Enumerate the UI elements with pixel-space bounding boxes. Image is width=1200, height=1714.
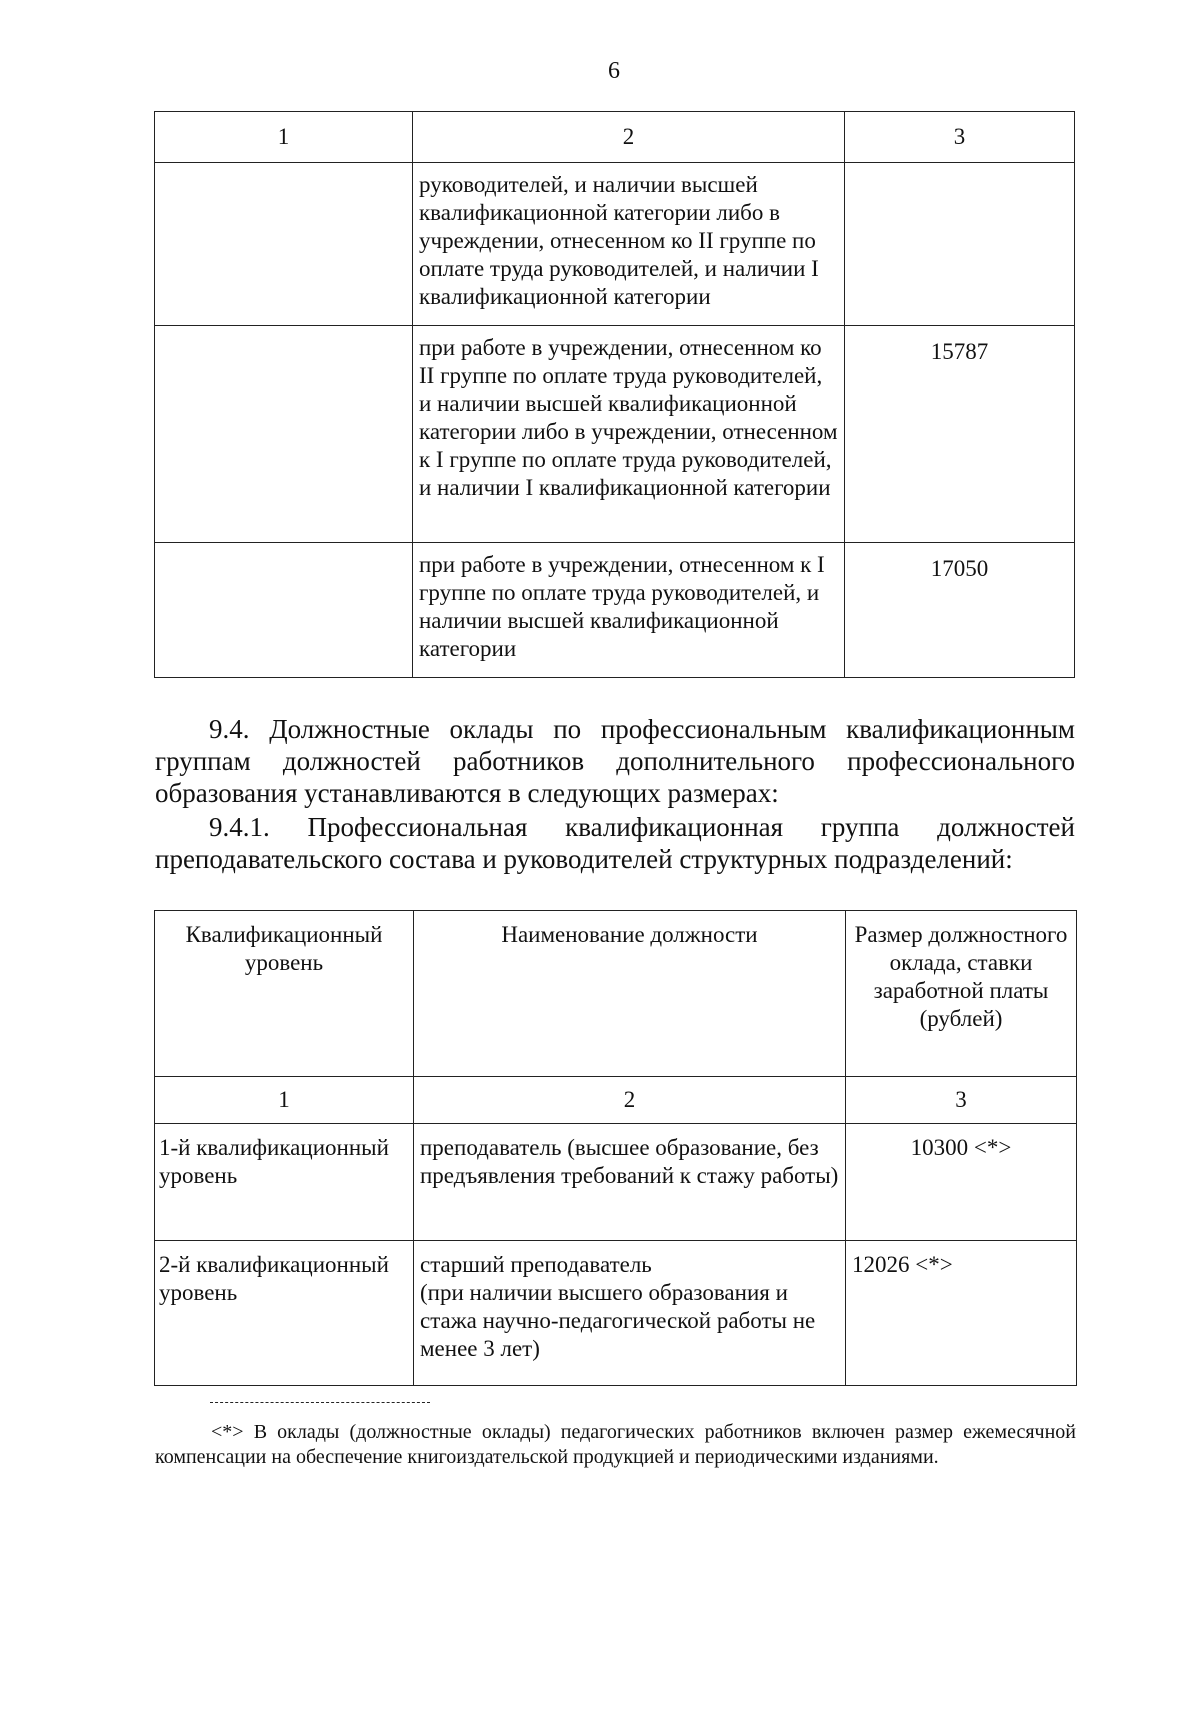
footnote — [155, 1420, 1076, 1470]
table-row — [155, 543, 1075, 678]
table-row — [155, 163, 1075, 326]
column-number-3: 3 — [846, 1077, 1077, 1124]
footnote-text: <*> В оклады (должностные оклады) педагогических работников включен размер ежемесячной компенсации на обеспечение книгоиздательской продукцией и периодическими изданиями. — [155, 1421, 1076, 1468]
position-name — [414, 1241, 846, 1386]
paragraph-text: 9.4. Должностные оклады по профессиональным квалификационным группам должностей работников дополнительного профессионального образования устанавливаются в следующих размерах: — [155, 714, 1075, 808]
column-number-2: 2 — [414, 1077, 846, 1124]
footnote-divider — [210, 1402, 430, 1403]
salary-value: 15787 — [845, 326, 1075, 543]
table-row — [155, 1124, 1077, 1241]
table-row — [155, 1241, 1077, 1386]
column-number-1: 1 — [155, 112, 413, 163]
table-row — [155, 326, 1075, 543]
column-number-3: 3 — [845, 112, 1075, 163]
salary-table-continued — [154, 111, 1075, 678]
empty-cell — [155, 326, 413, 543]
condition-text: руководителей, и наличии высшей квалификационной категории либо в учреждении, отнесенном ко II группе по оплате труда руководителей, и наличии I квалификационной категории — [413, 163, 845, 326]
column-number-2: 2 — [413, 112, 845, 163]
salary-value — [845, 163, 1075, 326]
position-requirements: (при наличии высшего образования и стажа научно-педагогической работы не менее 3 лет) — [420, 1280, 816, 1361]
header-qualification-level: Квалификационный уровень — [155, 911, 414, 1077]
header-salary-size: Размер должностного оклада, ставки заработной платы (рублей) — [846, 911, 1077, 1077]
table-header-row — [155, 911, 1077, 1077]
position-name: преподаватель (высшее образование, без предъявления требований к стажу работы) — [414, 1124, 846, 1241]
condition-text: при работе в учреждении, отнесенном к I группе по оплате труда руководителей, и наличии высшей квалификационной категории — [413, 543, 845, 678]
condition-text: при работе в учреждении, отнесенном ко II группе по оплате труда руководителей, и наличии высшей квалификационной категории либо в учреждении, отнесенном к I группе по оплате труда руководителей, и наличии I квалификационной категории — [413, 326, 845, 543]
header-position-name: Наименование должности — [414, 911, 846, 1077]
salary-value: 17050 — [845, 543, 1075, 678]
empty-cell — [155, 543, 413, 678]
position-title: старший преподаватель — [420, 1252, 652, 1277]
table-header-row — [155, 112, 1075, 163]
qualification-level: 2-й квалификационный уровень — [155, 1241, 414, 1386]
paragraph-9-4 — [155, 713, 1075, 809]
column-number-1: 1 — [155, 1077, 414, 1124]
salary-value: 10300 <*> — [846, 1124, 1077, 1241]
salary-value: 12026 <*> — [846, 1241, 1077, 1386]
qualification-salary-table — [154, 910, 1077, 1386]
empty-cell — [155, 163, 413, 326]
paragraph-9-4-1 — [155, 811, 1075, 875]
page-number: 6 — [608, 58, 620, 84]
qualification-level: 1-й квалификационный уровень — [155, 1124, 414, 1241]
column-numbers-row — [155, 1077, 1077, 1124]
paragraph-text: 9.4.1. Профессиональная квалификационная группа должностей преподавательского состава и руководителей структурных подразделений: — [155, 812, 1075, 874]
